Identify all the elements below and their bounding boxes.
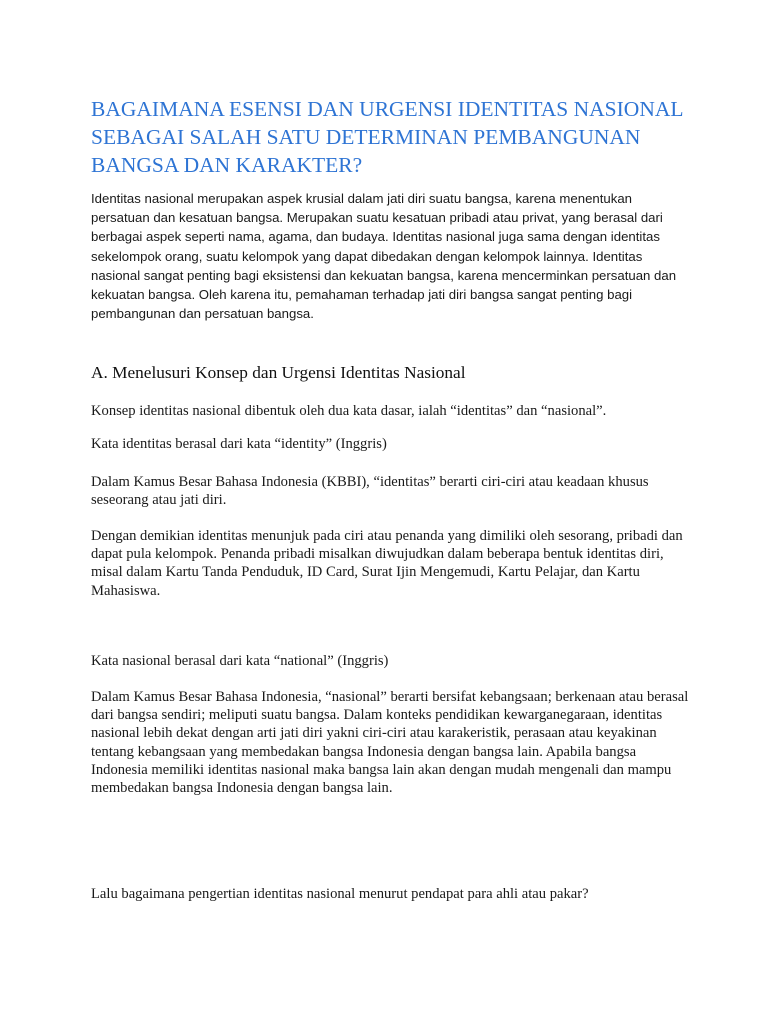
section-heading: A. Menelusuri Konsep dan Urgensi Identitas Nasional [91,363,466,382]
body-paragraph: Kata nasional berasal dari kata “national” (Inggris) [91,653,389,669]
body-paragraph: Konsep identitas nasional dibentuk oleh dua kata dasar, ialah “identitas” dan “nasional”. [91,403,607,419]
body-paragraph: Dalam Kamus Besar Bahasa Indonesia (KBBI), “identitas” berarti ciri-ciri atau keadaan khusus seseorang atau jati diri. [91,474,649,509]
intro-paragraph: Identitas nasional merupakan aspek krusial dalam jati diri suatu bangsa, karena menentukan persatuan dan kesatuan bangsa. Merupakan suatu kesatuan pribadi atau privat, yang berasal dari berbagai aspek seperti nama, agama, dan budaya. Identitas nasional juga sama dengan identitas sekelompok orang, suatu kelompok yang dapat dibedakan dengan kelompok lainnya. Identitas nasional sangat penting bagi eksistensi dan kekuatan bangsa, karena mencerminkan persatuan dan kekuatan bangsa. Oleh karena itu, pemahaman terhadap jati diri bangsa sangat penting bagi pembangunan dan persatuan bangsa. [91,191,677,322]
body-paragraph: Dengan demikian identitas menunjuk pada ciri atau penanda yang dimiliki oleh sesorang, pribadi dan dapat pula kelompok. Penanda pribadi misalkan diwujudkan dalam beberapa bentuk identitas diri, misal dalam Kartu Tanda Penduduk, ID Card, Surat Ijin Mengemudi, Kartu Pelajar, dan Kartu Mahasiswa. [91,528,683,599]
body-paragraph: Lalu bagaimana pengertian identitas nasional menurut pendapat para ahli atau pakar? [91,886,589,902]
body-paragraph: Dalam Kamus Besar Bahasa Indonesia, “nasional” berarti bersifat kebangsaan; berkenaan atau berasal dari bangsa sendiri; meliputi suatu bangsa. Dalam konteks pendidikan kewarganegaraan, identitas nasional lebih dekat dengan arti jati diri yakni ciri-ciri atau karakeristik, perasaan atau keyakinan tentang kebangsaan yang membedakan bangsa Indonesia dengan bangsa lain. Apabila bangsa Indonesia memiliki identitas nasional maka bangsa lain akan dengan mudah mengenali dan mampu membedakan bangsa Indonesia dengan bangsa lain. [91,689,689,797]
body-paragraph: Kata identitas berasal dari kata “identity” (Inggris) [91,436,387,452]
document-title: BAGAIMANA ESENSI DAN URGENSI IDENTITAS NASIONAL SEBAGAI SALAH SATU DETERMINAN PEMBANGUNAN BANGSA DAN KARAKTER? [91,97,683,177]
